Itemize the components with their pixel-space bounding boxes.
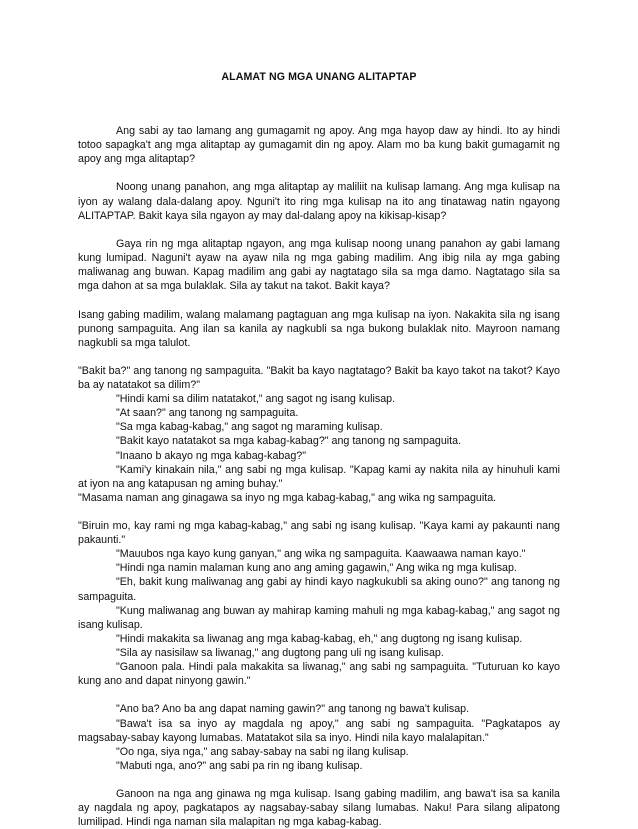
dialogue-line: "Hindi makakita sa liwanag ang mga kabag-kabag, eh," ang dugtong ng isang kulisap.: [116, 632, 523, 645]
dialogue-line: "Bawa't isa sa inyo ay magdala ng apoy," ang sabi ng sampaguita. "Pagkatapos ay magsabay-sabay kayong lumabas. Matatakot sila sa inyo. Hindi nila kayo malalapitan.": [78, 717, 560, 744]
dialogue-line: "Bakit kayo natatakot sa mga kabag-kabag?" ang tanong ng sampaguita.: [116, 435, 462, 448]
dialogue-line: "Eh, bakit kung maliwanag ang gabi ay hindi kayo nagkukubli sa aking ouno?" ang tanong ng sampaguita.: [78, 576, 560, 603]
dialogue-line: "Sa mga kabag-kabag," ang sagot ng maraming kulisap.: [116, 421, 383, 434]
dialogue-line: "Sila ay nasisilaw sa liwanag," ang dugtong pang uli ng isang kulisap.: [116, 646, 444, 659]
document-title: ALAMAT NG MGA UNANG ALITAPTAP: [221, 71, 417, 83]
paragraph: Gaya rin ng mga alitaptap ngayon, ang mga kulisap noong unang panahon ay gabi lamang kung lumipad. Naguni't ayaw na ayaw nila ng mga gabing madilim. Ang ibig nila ay mga gabing maliwanag ang buwan. Kapag madilim ang gabi ay nagtatago sila sa mga damo. Nagtatago sila sa mga dahon at sa mga bulaklak. Sila ay takut na takot. Bakit kaya?: [78, 237, 560, 293]
document-body: [78, 124, 560, 829]
dialogue-line: "Masama naman ang ginagawa sa inyo ng mga kabag-kabag," ang wika ng sampaguita.: [78, 491, 497, 504]
dialogue-line: "Kung maliwanag ang buwan ay mahirap kaming mahuli ng mga kabag-kabag," ang sagot ng isang kulisap.: [78, 604, 560, 631]
dialogue-line: "Inaano b akayo ng mga kabag-kabag?": [116, 449, 307, 462]
dialogue-line: "Bakit ba?" ang tanong ng sampaguita. "Bakit ba kayo nagtatago? Bakit ba kayo takot na takot? Kayo ba ay natatakot sa dilim?": [78, 364, 560, 392]
paragraph: Ang sabi ay tao lamang ang gumagamit ng apoy. Ang mga hayop daw ay hindi. Ito ay hindi totoo sapagka't ang mga alitaptap ay gumagamit din ng apoy. Alam mo ba kung bakit gumagamit ng apoy ang mga alitaptap?: [78, 125, 560, 166]
dialogue-line: "Biruin mo, kay rami ng mga kabag-kabag," ang sabi ng isang kulisap. "Kaya kami ay pakaunti nang pakaunti.": [78, 520, 560, 547]
paragraph: Noong unang panahon, ang mga alitaptap ay maliliit na kulisap lamang. Ang mga kulisap na iyon ay walang dala-dalang apoy. Nguni't ito ring mga kulisap na ito ang tinatawag natin ngayong ALITAPTAP. Bakit kaya sila ngayon ay may dal-dalang apoy na kikisap-kisap?: [78, 181, 560, 222]
dialogue-line: "Oo nga, siya nga," ang sabay-sabay na sabi ng ilang kulisap.: [116, 745, 409, 758]
dialogue-line: "Hindi nga namin malaman kung ano ang aming gagawin," Ang wika ng mga kulisap.: [116, 562, 517, 575]
dialogue-line: "Kami'y kinakain nila," ang sabi ng mga kulisap. "Kapag kami ay nakita nila ay hinuhuli kami at iyon na ang katapusan ng aming buhay.": [78, 463, 560, 490]
paragraph: Ganoon na nga ang ginawa ng mga kulisap. Isang gabing madilim, ang bawa't isa sa kanila ay nagdala ng apoy, pagkatapos ay nagsabay-sabay silang lumabas. Naku! Para silang alipatong lumilipad. Hindi nga naman sila malapitan ng mga kabag-kabag.: [78, 788, 560, 829]
paragraph: Isang gabing madilim, walang malamang pagtaguan ang mga kulisap na iyon. Nakakita sila ng isang punong sampaguita. Ang ilan sa kanila ay nagkubli sa nga bukong bulaklak nito. Mayroon namang nagkubli sa mga talulot.: [78, 308, 560, 349]
dialogue-line: "Mabuti nga, ano?" ang sabi pa rin ng ibang kulisap.: [116, 759, 363, 772]
dialogue-line: "Ganoon pala. Hindi pala makakita sa liwanag," ang sabi ng sampaguita. "Tuturuan ko kayo kung ano and dapat ninyong gawin.": [78, 661, 560, 688]
dialogue-line: "Ano ba? Ano ba ang dapat naming gawin?" ang tanong ng bawa't kulisap.: [116, 703, 470, 716]
dialogue-line: "Hindi kami sa dilim natatakot," ang sagot ng isang kulisap.: [116, 393, 396, 406]
dialogue-line: "Mauubos nga kayo kung ganyan," ang wika ng sampaguita. Kaawaawa naman kayo.": [116, 548, 526, 561]
dialogue-line: "At saan?" ang tanong ng sampaguita.: [116, 407, 299, 420]
